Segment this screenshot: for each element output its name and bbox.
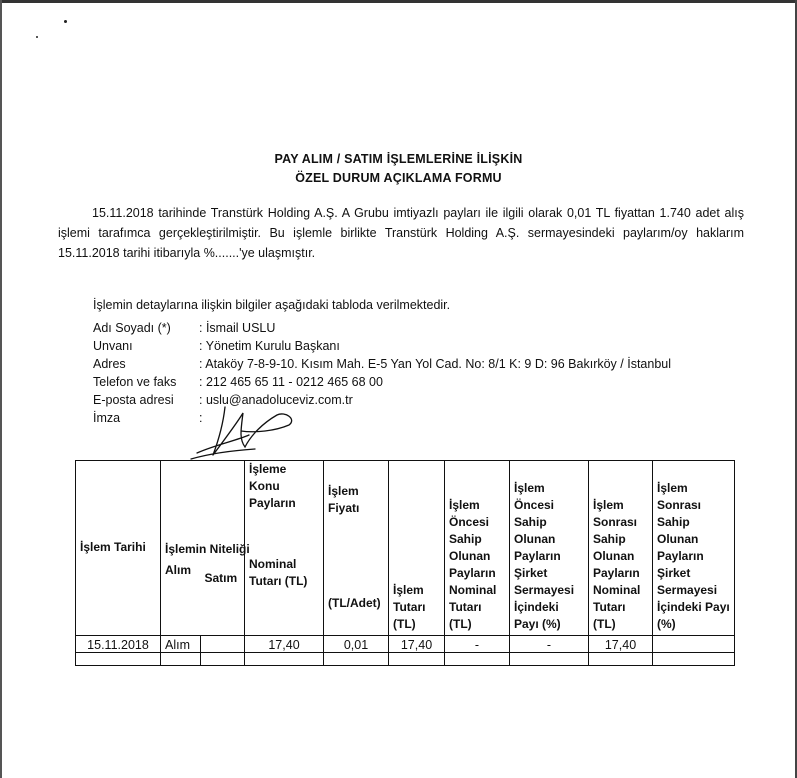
cell-empty [161, 653, 201, 666]
field-label: Telefon ve faks [93, 375, 177, 389]
header-sell-label: Satım [204, 570, 238, 585]
field-title [93, 337, 340, 355]
header-nominal-bottom: Nominal Tutarı (TL) [249, 557, 308, 588]
page-top-edge [0, 0, 797, 3]
cell-empty [245, 653, 324, 666]
cell-empty [201, 653, 245, 666]
scan-speck [64, 20, 67, 23]
field-name [93, 319, 275, 337]
field-phone-fax [93, 373, 383, 391]
field-label: Adı Soyadı (*) [93, 321, 171, 335]
field-value: : [199, 411, 203, 425]
cell-empty [589, 653, 653, 666]
handwritten-signature [185, 395, 305, 467]
cell-before-share: - [510, 636, 589, 653]
disclosure-paragraph [58, 203, 744, 263]
cell-empty [510, 653, 589, 666]
cell-empty [653, 653, 735, 666]
field-value: : Ataköy 7-8-9-10. Kısım Mah. E-5 Yan Yol Cad. No: 8/1 K: 9 D: 96 Bakırköy / İstanbul [199, 357, 672, 371]
header-amount: İşlem Tutarı (TL) [389, 461, 445, 636]
field-value: : Yönetim Kurulu Başkanı [199, 339, 340, 353]
form-title-line2: ÖZEL DURUM AÇIKLAMA FORMU [295, 171, 502, 185]
field-label: İmza [93, 411, 121, 425]
header-nominal [245, 461, 324, 636]
header-before-share: İşlem Öncesi Sahip Olunan Payların Şirket Sermayesi İçindeki Payı (%) [510, 461, 589, 636]
page-left-edge [0, 0, 2, 778]
transaction-table [75, 460, 735, 666]
cell-after-share [653, 636, 735, 653]
header-price-top: İşlem Fiyatı [328, 484, 360, 515]
field-address [93, 355, 671, 373]
header-nominal-top: İşleme Konu Payların [249, 462, 296, 510]
cell-before-nominal: - [445, 636, 510, 653]
cell-empty [324, 653, 389, 666]
table-row [76, 636, 735, 653]
header-nature-label: İşlemin Niteliği [165, 542, 250, 556]
field-label: Unvanı [93, 339, 133, 353]
form-title-line1: PAY ALIM / SATIM İŞLEMLERİNE İLİŞKİN [274, 152, 523, 166]
field-label: Adres [93, 357, 126, 371]
cell-empty [76, 653, 161, 666]
cell-empty [389, 653, 445, 666]
header-transaction-date: İşlem Tarihi [76, 461, 161, 636]
cell-buy: Alım [161, 636, 201, 653]
header-price [324, 461, 389, 636]
cell-sell [201, 636, 245, 653]
header-buy: Alım [165, 563, 192, 577]
disclosure-paragraph-text: 15.11.2018 tarihinde Transtürk Holding A.Ş. A Grubu imtiyazlı payları ile ilgili olarak 0,01 TL fiyattan 1.740 adet alış işlemi tarafımca gerçekleştirilmiştir. Bu işlemle birlikte Transtürk Holding A.Ş. sermayesindeki paylarım/oy haklarım 15.11.2018 tarihi itibarıyla %.......'ye ulaşmıştır. [58, 206, 744, 260]
field-value: : İsmail USLU [199, 321, 276, 335]
field-value: : uslu@anadoluceviz.com.tr [199, 393, 353, 407]
cell-date: 15.11.2018 [76, 636, 161, 653]
field-label: E-posta adresi [93, 393, 174, 407]
cell-nominal: 17,40 [245, 636, 324, 653]
header-after-share: İşlem Sonrası Sahip Olunan Payların Şirket Sermayesi İçindeki Payı (%) [653, 461, 735, 636]
header-after-nominal: İşlem Sonrası Sahip Olunan Payların Nominal Tutarı (TL) [589, 461, 653, 636]
scan-speck [36, 36, 38, 38]
field-value: : 212 465 65 11 - 0212 465 68 00 [199, 375, 383, 389]
table-row [76, 653, 735, 666]
cell-amount: 17,40 [389, 636, 445, 653]
cell-price: 0,01 [324, 636, 389, 653]
cell-after-nominal: 17,40 [589, 636, 653, 653]
header-before-nominal: İşlem Öncesi Sahip Olunan Payların Nominal Tutarı (TL) [445, 461, 510, 636]
cell-empty [445, 653, 510, 666]
header-price-bottom: (TL/Adet) [328, 596, 381, 610]
details-intro: İşlemin detaylarına ilişkin bilgiler aşağıdaki tabloda verilmektedir. [93, 298, 451, 312]
